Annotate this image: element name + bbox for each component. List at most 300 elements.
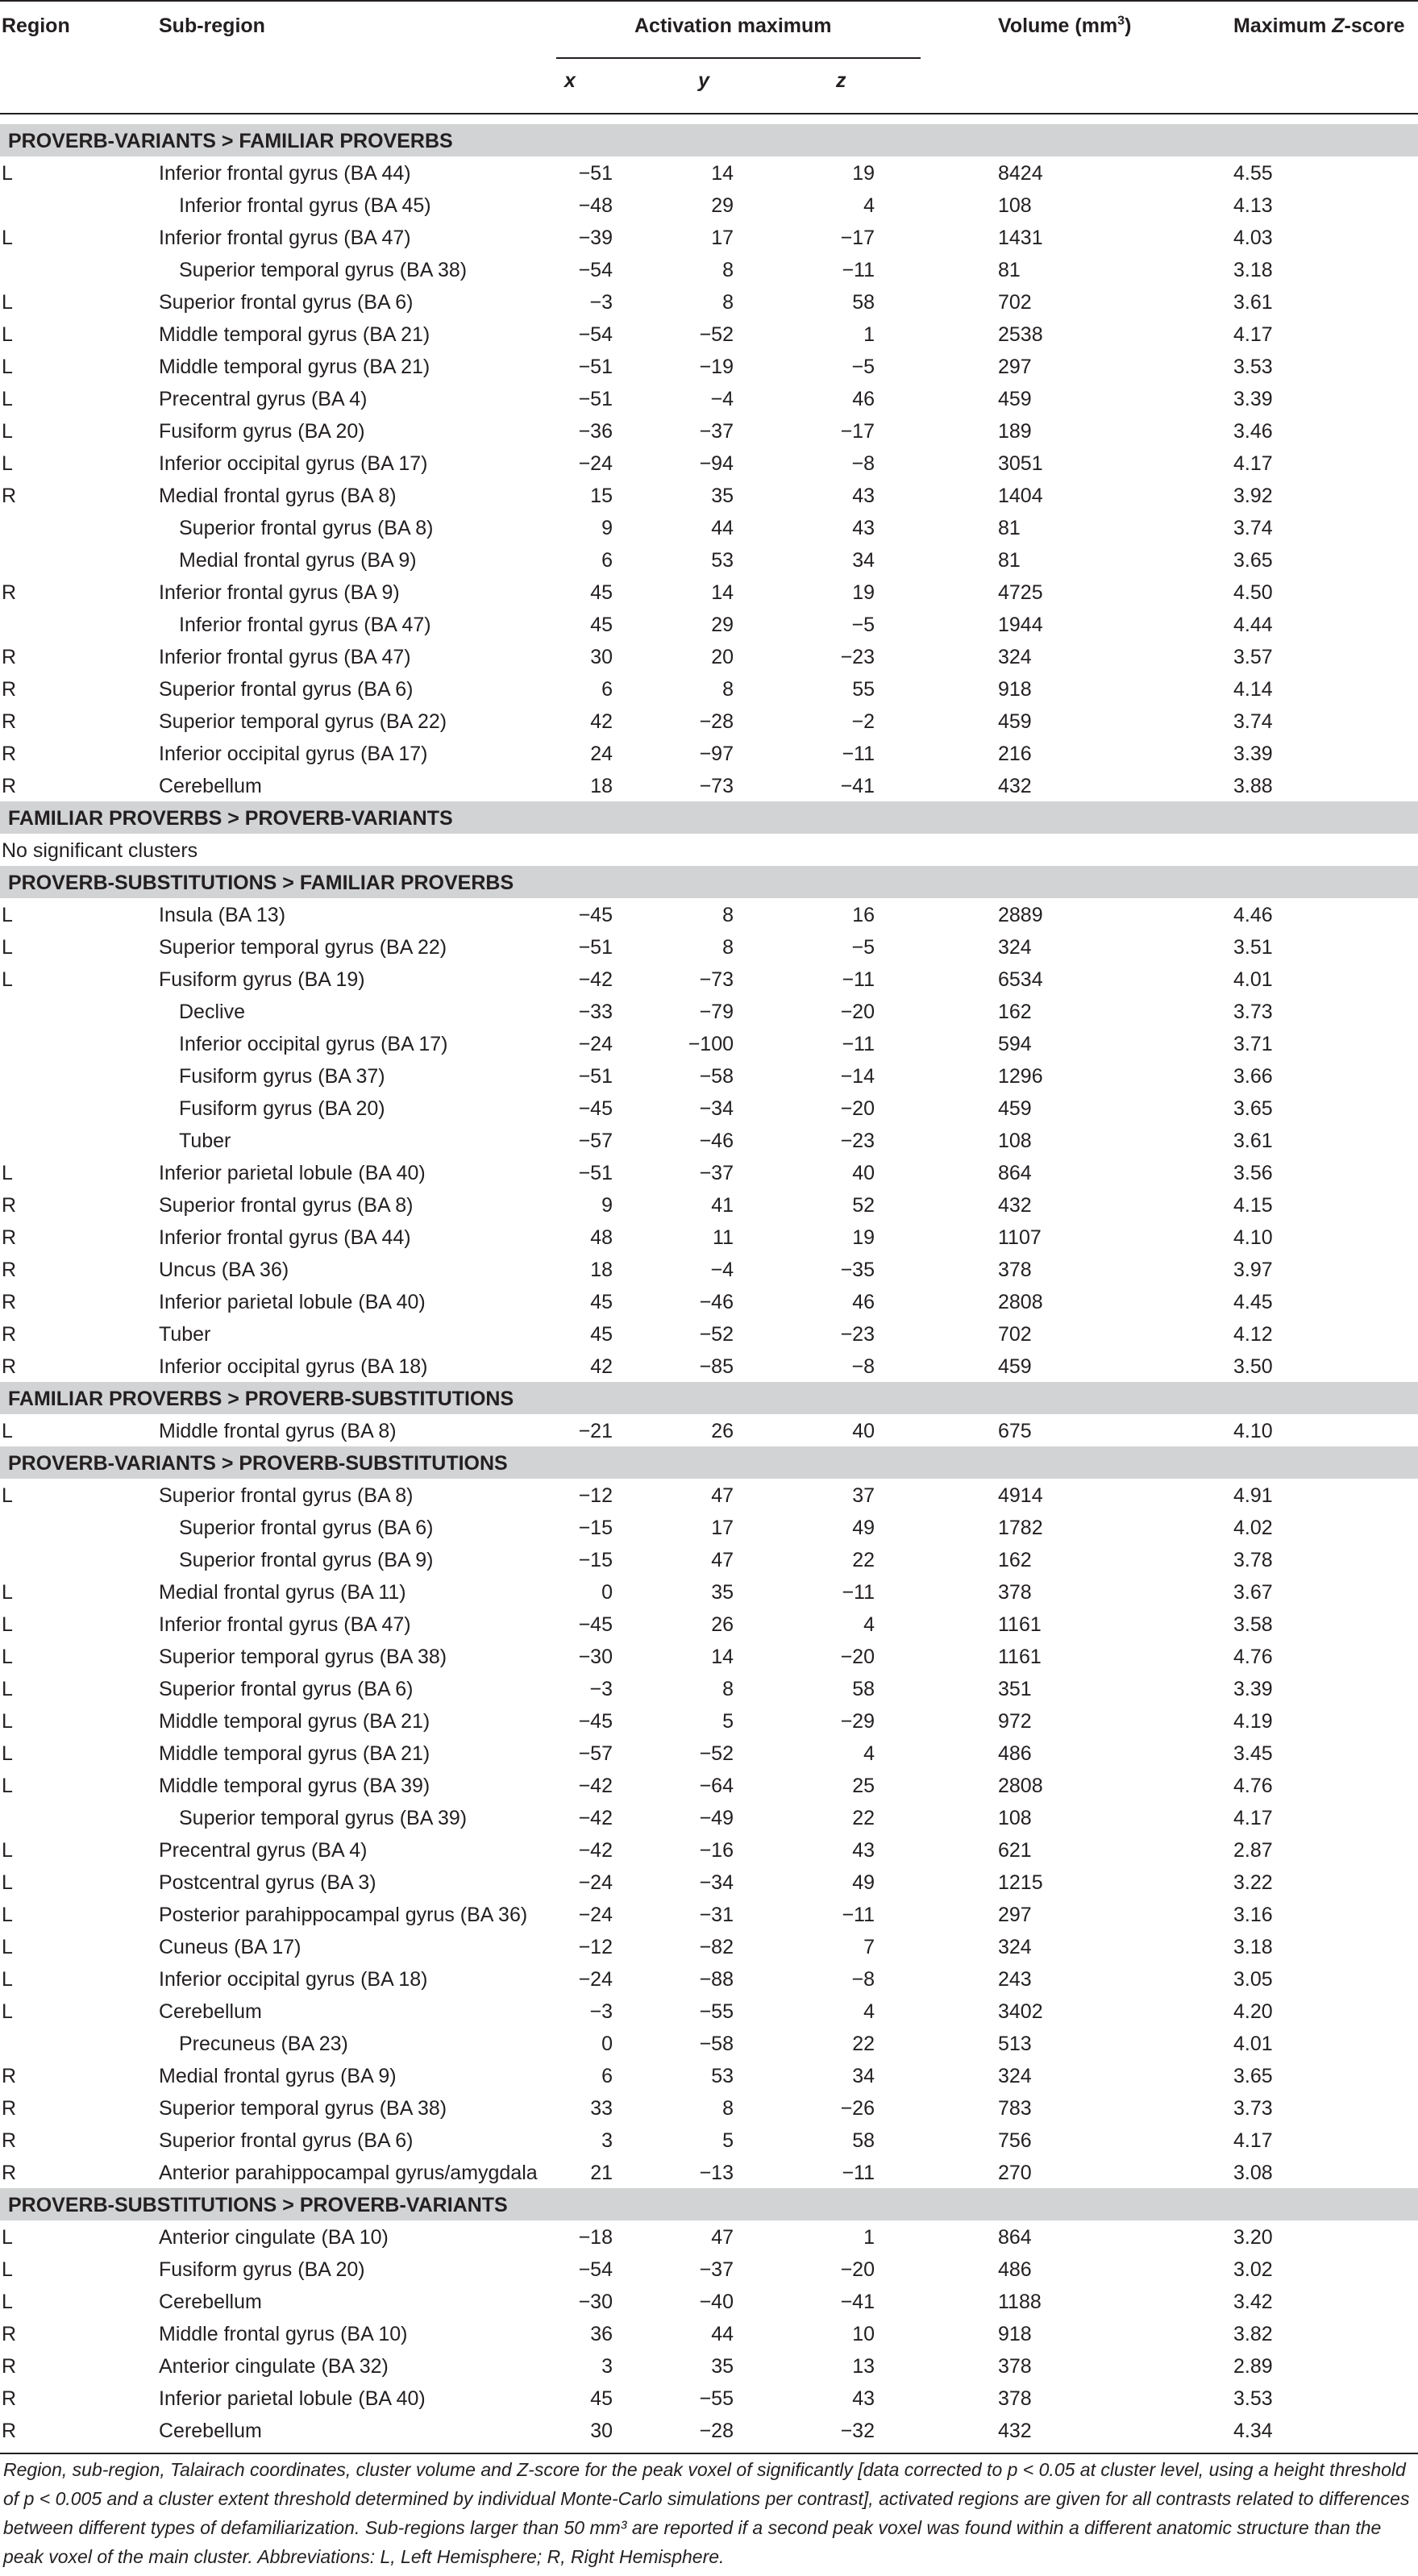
cell-region: L bbox=[2, 1871, 13, 1894]
cell-subregion: Superior temporal gyrus (BA 22) bbox=[159, 710, 447, 733]
cell-zscore: 3.18 bbox=[1233, 259, 1273, 281]
cell-subregion: Precentral gyrus (BA 4) bbox=[159, 1839, 368, 1862]
cell-volume: 1404 bbox=[998, 485, 1043, 507]
cell-y: 53 bbox=[711, 549, 734, 572]
cell-y: 35 bbox=[711, 2355, 734, 2378]
table-row bbox=[0, 2317, 1418, 2349]
cell-y: −4 bbox=[710, 388, 734, 410]
cell-zscore: 3.53 bbox=[1233, 2387, 1273, 2410]
cell-volume: 621 bbox=[998, 1839, 1032, 1862]
cell-volume: 297 bbox=[998, 1904, 1032, 1926]
cell-region: L bbox=[2, 1710, 13, 1733]
cell-zscore: 3.73 bbox=[1233, 1001, 1273, 1023]
cell-y: 8 bbox=[722, 259, 734, 281]
cell-volume: 270 bbox=[998, 2162, 1032, 2184]
cell-zscore: 3.65 bbox=[1233, 2065, 1273, 2087]
cell-subregion: Superior frontal gyrus (BA 8) bbox=[179, 517, 434, 539]
cell-volume: 675 bbox=[998, 1420, 1032, 1442]
cell-y: −94 bbox=[699, 452, 734, 475]
cell-z: −29 bbox=[840, 1710, 875, 1733]
cell-subregion: Fusiform gyrus (BA 20) bbox=[159, 2258, 365, 2281]
cell-region: L bbox=[2, 1904, 13, 1926]
table-row bbox=[0, 382, 1418, 414]
cell-volume: 189 bbox=[998, 420, 1032, 443]
cell-x: −24 bbox=[578, 1904, 613, 1926]
cell-region: L bbox=[2, 1839, 13, 1862]
cell-volume: 432 bbox=[998, 1194, 1032, 1217]
cell-region: R bbox=[2, 1355, 17, 1378]
cell-region: L bbox=[2, 1420, 13, 1442]
cell-zscore: 4.76 bbox=[1233, 1646, 1273, 1668]
cell-zscore: 3.18 bbox=[1233, 1936, 1273, 1958]
cell-region: L bbox=[2, 2291, 13, 2313]
cell-region: L bbox=[2, 291, 13, 314]
cell-region: L bbox=[2, 1775, 13, 1797]
cell-subregion: Inferior parietal lobule (BA 40) bbox=[159, 1162, 426, 1184]
cell-z: 22 bbox=[852, 1549, 875, 1571]
cell-zscore: 3.74 bbox=[1233, 710, 1273, 733]
cell-y: −28 bbox=[699, 2420, 734, 2442]
cell-y: −28 bbox=[699, 710, 734, 733]
cell-y: 14 bbox=[711, 162, 734, 185]
cell-region: R bbox=[2, 2323, 17, 2345]
table-row bbox=[0, 1221, 1418, 1253]
table-row bbox=[0, 737, 1418, 769]
table-row bbox=[0, 705, 1418, 737]
cell-y: −100 bbox=[688, 1033, 734, 1055]
cell-x: 45 bbox=[590, 581, 613, 604]
cell-subregion: Posterior parahippocampal gyrus (BA 36) bbox=[159, 1904, 528, 1926]
cell-x: −30 bbox=[578, 2291, 613, 2313]
cell-x: 30 bbox=[590, 2420, 613, 2442]
table-row bbox=[0, 640, 1418, 672]
cell-x: 6 bbox=[601, 2065, 613, 2087]
cell-volume: 2538 bbox=[998, 323, 1043, 346]
cell-z: 40 bbox=[852, 1420, 875, 1442]
table-body bbox=[0, 124, 1418, 2446]
cell-region: L bbox=[2, 323, 13, 346]
table-row bbox=[0, 1898, 1418, 1930]
cell-z: 43 bbox=[852, 1839, 875, 1862]
cell-volume: 2889 bbox=[998, 904, 1043, 926]
header-activation-maximum: Activation maximum bbox=[634, 15, 832, 37]
cell-volume: 108 bbox=[998, 194, 1032, 217]
cell-region: L bbox=[2, 904, 13, 926]
cell-zscore: 3.82 bbox=[1233, 2323, 1273, 2345]
cell-zscore: 3.67 bbox=[1233, 1581, 1273, 1604]
cell-y: 35 bbox=[711, 1581, 734, 1604]
cell-zscore: 3.65 bbox=[1233, 549, 1273, 572]
table-row bbox=[0, 1704, 1418, 1737]
cell-y: 8 bbox=[722, 904, 734, 926]
table-row bbox=[0, 576, 1418, 608]
cell-zscore: 4.20 bbox=[1233, 2000, 1273, 2023]
table-row bbox=[0, 608, 1418, 640]
header-zscore-z: Z bbox=[1332, 15, 1345, 37]
cell-region: L bbox=[2, 1936, 13, 1958]
cell-x: −42 bbox=[578, 1807, 613, 1829]
cell-zscore: 2.87 bbox=[1233, 1839, 1273, 1862]
table-row bbox=[0, 1253, 1418, 1285]
cell-zscore: 3.61 bbox=[1233, 291, 1273, 314]
cell-region: L bbox=[2, 1646, 13, 1668]
cell-volume: 594 bbox=[998, 1033, 1032, 1055]
cell-y: 20 bbox=[711, 646, 734, 668]
cell-zscore: 3.57 bbox=[1233, 646, 1273, 668]
table-row bbox=[0, 1059, 1418, 1092]
cell-zscore: 4.13 bbox=[1233, 194, 1273, 217]
cell-zscore: 3.08 bbox=[1233, 2162, 1273, 2184]
cell-x: −45 bbox=[578, 1097, 613, 1120]
cell-z: −11 bbox=[842, 743, 875, 765]
cell-zscore: 3.42 bbox=[1233, 2291, 1273, 2313]
cell-z: 58 bbox=[852, 2129, 875, 2152]
cell-volume: 324 bbox=[998, 2065, 1032, 2087]
cell-y: −49 bbox=[699, 1807, 734, 1829]
cell-y: 14 bbox=[711, 1646, 734, 1668]
cell-region: L bbox=[2, 227, 13, 249]
cell-x: 30 bbox=[590, 646, 613, 668]
cell-x: −51 bbox=[578, 936, 613, 959]
cell-y: −85 bbox=[699, 1355, 734, 1378]
header-zscore bbox=[1233, 15, 1405, 38]
cell-zscore: 4.34 bbox=[1233, 2420, 1273, 2442]
cell-y: −55 bbox=[699, 2000, 734, 2023]
cell-volume: 81 bbox=[998, 259, 1021, 281]
cell-x: −57 bbox=[578, 1742, 613, 1765]
cell-y: −55 bbox=[699, 2387, 734, 2410]
table-row bbox=[0, 963, 1418, 995]
cell-z: −8 bbox=[851, 1968, 875, 1991]
cell-z: 22 bbox=[852, 2033, 875, 2055]
cell-zscore: 2.89 bbox=[1233, 2355, 1273, 2378]
table-row bbox=[0, 189, 1418, 221]
cell-z: −41 bbox=[840, 2291, 875, 2313]
cell-z: −20 bbox=[840, 1001, 875, 1023]
cell-volume: 459 bbox=[998, 388, 1032, 410]
table-row bbox=[0, 2253, 1418, 2285]
cell-region: L bbox=[2, 162, 13, 185]
cell-y: −37 bbox=[699, 420, 734, 443]
cell-subregion: Middle frontal gyrus (BA 8) bbox=[159, 1420, 397, 1442]
cell-z: 4 bbox=[863, 1742, 875, 1765]
cell-y: −73 bbox=[699, 775, 734, 797]
cell-z: −23 bbox=[840, 1323, 875, 1346]
cell-x: −24 bbox=[578, 1968, 613, 1991]
cell-subregion: Superior temporal gyrus (BA 38) bbox=[159, 1646, 447, 1668]
cell-region: R bbox=[2, 2129, 17, 2152]
table-row bbox=[0, 1737, 1418, 1769]
cell-zscore: 3.61 bbox=[1233, 1130, 1273, 1152]
cell-subregion: Declive bbox=[179, 1001, 245, 1023]
cell-zscore: 4.17 bbox=[1233, 2129, 1273, 2152]
cell-region: L bbox=[2, 420, 13, 443]
table-row bbox=[0, 995, 1418, 1027]
cell-x: −21 bbox=[578, 1420, 613, 1442]
cell-zscore: 3.78 bbox=[1233, 1549, 1273, 1571]
header-spacer bbox=[0, 114, 1418, 124]
cell-z: −23 bbox=[840, 646, 875, 668]
cell-z: −11 bbox=[842, 968, 875, 991]
cell-subregion: Inferior occipital gyrus (BA 18) bbox=[159, 1355, 428, 1378]
cell-volume: 108 bbox=[998, 1807, 1032, 1829]
cell-subregion: Superior frontal gyrus (BA 8) bbox=[159, 1484, 414, 1507]
cell-region: R bbox=[2, 1291, 17, 1313]
table-row bbox=[0, 253, 1418, 285]
cell-zscore: 4.15 bbox=[1233, 1194, 1273, 1217]
cell-z: 19 bbox=[852, 162, 875, 185]
cell-y: 5 bbox=[722, 2129, 734, 2152]
table-row bbox=[0, 1543, 1418, 1575]
table-row bbox=[0, 2091, 1418, 2124]
cell-volume: 351 bbox=[998, 1678, 1032, 1700]
cell-volume: 1215 bbox=[998, 1871, 1043, 1894]
cell-y: −73 bbox=[699, 968, 734, 991]
cell-x: 48 bbox=[590, 1226, 613, 1249]
cell-z: −14 bbox=[840, 1065, 875, 1088]
cell-volume: 1161 bbox=[998, 1613, 1042, 1636]
cell-region: R bbox=[2, 646, 17, 668]
cell-region: R bbox=[2, 2097, 17, 2120]
cell-zscore: 4.17 bbox=[1233, 1807, 1273, 1829]
cell-volume: 324 bbox=[998, 936, 1032, 959]
cell-region: L bbox=[2, 1484, 13, 1507]
cell-region: R bbox=[2, 775, 17, 797]
cell-subregion: Middle temporal gyrus (BA 21) bbox=[159, 1710, 430, 1733]
cell-region: R bbox=[2, 710, 17, 733]
cell-subregion: Anterior cingulate (BA 10) bbox=[159, 2226, 389, 2249]
table-row bbox=[0, 318, 1418, 350]
table-row bbox=[0, 1124, 1418, 1156]
cell-region: L bbox=[2, 1968, 13, 1991]
cell-subregion: Uncus (BA 36) bbox=[159, 1259, 289, 1281]
cell-z: 46 bbox=[852, 388, 875, 410]
cell-y: 44 bbox=[711, 2323, 734, 2345]
table-row bbox=[0, 1801, 1418, 1833]
table-row bbox=[0, 1833, 1418, 1866]
cell-zscore: 3.05 bbox=[1233, 1968, 1273, 1991]
cell-zscore: 3.65 bbox=[1233, 1097, 1273, 1120]
cell-z: −5 bbox=[851, 614, 875, 636]
cell-volume: 81 bbox=[998, 549, 1021, 572]
cell-x: −48 bbox=[578, 194, 613, 217]
table-row bbox=[0, 1414, 1418, 1446]
cell-z: −11 bbox=[842, 1581, 875, 1604]
cell-subregion: Cerebellum bbox=[159, 2000, 262, 2023]
cell-region: L bbox=[2, 388, 13, 410]
cell-volume: 918 bbox=[998, 678, 1032, 701]
cell-subregion: Precentral gyrus (BA 4) bbox=[159, 388, 368, 410]
cell-subregion: Superior frontal gyrus (BA 8) bbox=[159, 1194, 414, 1217]
cell-zscore: 4.14 bbox=[1233, 678, 1273, 701]
cell-subregion: Fusiform gyrus (BA 20) bbox=[179, 1097, 385, 1120]
cell-subregion: Inferior frontal gyrus (BA 47) bbox=[159, 646, 411, 668]
header-region: Region bbox=[2, 15, 70, 37]
cell-z: 4 bbox=[863, 1613, 875, 1636]
cell-x: 45 bbox=[590, 1323, 613, 1346]
cell-x: −54 bbox=[578, 259, 613, 281]
cell-x: −3 bbox=[589, 2000, 613, 2023]
cell-subregion: Inferior occipital gyrus (BA 17) bbox=[159, 743, 428, 765]
cell-zscore: 3.92 bbox=[1233, 485, 1273, 507]
cell-x: −57 bbox=[578, 1130, 613, 1152]
cell-zscore: 4.17 bbox=[1233, 323, 1273, 346]
cell-zscore: 3.45 bbox=[1233, 1742, 1273, 1765]
cell-x: −45 bbox=[578, 1710, 613, 1733]
cell-subregion: Superior frontal gyrus (BA 6) bbox=[159, 678, 414, 701]
cell-subregion: Inferior frontal gyrus (BA 47) bbox=[159, 1613, 411, 1636]
table-row bbox=[0, 2059, 1418, 2091]
cell-x: −45 bbox=[578, 1613, 613, 1636]
section-title: FAMILIAR PROVERBS > PROVERB-SUBSTITUTIONS bbox=[8, 1388, 514, 1410]
section-title: PROVERB-VARIANTS > FAMILIAR PROVERBS bbox=[8, 130, 453, 152]
table-row bbox=[0, 1285, 1418, 1317]
cell-region: R bbox=[2, 581, 17, 604]
cell-subregion: Superior frontal gyrus (BA 6) bbox=[159, 1678, 414, 1700]
cell-x: −18 bbox=[578, 2226, 613, 2249]
cell-region: R bbox=[2, 678, 17, 701]
cell-y: −46 bbox=[699, 1130, 734, 1152]
cell-z: −20 bbox=[840, 1646, 875, 1668]
section-header bbox=[0, 801, 1418, 834]
table-row bbox=[0, 1640, 1418, 1672]
cell-volume: 243 bbox=[998, 1968, 1032, 1991]
cell-volume: 864 bbox=[998, 1162, 1032, 1184]
table-row bbox=[0, 1156, 1418, 1188]
cell-x: 21 bbox=[590, 2162, 613, 2184]
cell-x: 33 bbox=[590, 2097, 613, 2120]
table-row bbox=[0, 769, 1418, 801]
cell-region: R bbox=[2, 2162, 17, 2184]
cell-z: 49 bbox=[852, 1517, 875, 1539]
cell-y: −31 bbox=[699, 1904, 734, 1926]
header-z: z bbox=[836, 69, 846, 92]
table-row bbox=[0, 672, 1418, 705]
cell-volume: 378 bbox=[998, 1581, 1032, 1604]
cell-volume: 459 bbox=[998, 1355, 1032, 1378]
cell-zscore: 4.19 bbox=[1233, 1710, 1273, 1733]
table-row bbox=[0, 2027, 1418, 2059]
table-row bbox=[0, 414, 1418, 447]
cell-region: L bbox=[2, 1162, 13, 1184]
table-bottom-rule bbox=[0, 2453, 1418, 2454]
table-row bbox=[0, 447, 1418, 479]
cell-y: 8 bbox=[722, 291, 734, 314]
cell-zscore: 4.02 bbox=[1233, 1517, 1273, 1539]
cell-subregion: Middle temporal gyrus (BA 21) bbox=[159, 356, 430, 378]
cell-volume: 918 bbox=[998, 2323, 1032, 2345]
cell-zscore: 3.51 bbox=[1233, 936, 1273, 959]
cell-x: −24 bbox=[578, 1033, 613, 1055]
cell-y: −58 bbox=[699, 2033, 734, 2055]
cell-x: −51 bbox=[578, 1065, 613, 1088]
cell-x: −54 bbox=[578, 323, 613, 346]
cell-z: 43 bbox=[852, 485, 875, 507]
cell-x: −12 bbox=[578, 1484, 613, 1507]
cell-volume: 702 bbox=[998, 1323, 1032, 1346]
cell-volume: 1188 bbox=[998, 2291, 1042, 2313]
cell-volume: 1296 bbox=[998, 1065, 1043, 1088]
cell-zscore: 3.74 bbox=[1233, 517, 1273, 539]
cell-zscore: 3.71 bbox=[1233, 1033, 1273, 1055]
header-subregion: Sub-region bbox=[159, 15, 265, 37]
cell-region: L bbox=[2, 2258, 13, 2281]
cell-x: −39 bbox=[578, 227, 613, 249]
cell-subregion: Inferior frontal gyrus (BA 45) bbox=[179, 194, 431, 217]
cell-zscore: 3.53 bbox=[1233, 356, 1273, 378]
cell-y: −34 bbox=[699, 1871, 734, 1894]
cell-subregion: Inferior frontal gyrus (BA 47) bbox=[159, 227, 411, 249]
cell-subregion: Cuneus (BA 17) bbox=[159, 1936, 301, 1958]
cell-zscore: 4.01 bbox=[1233, 968, 1273, 991]
cell-y: 14 bbox=[711, 581, 734, 604]
cell-zscore: 3.16 bbox=[1233, 1904, 1273, 1926]
cell-y: −16 bbox=[699, 1839, 734, 1862]
cell-zscore: 3.39 bbox=[1233, 743, 1273, 765]
cell-zscore: 3.39 bbox=[1233, 388, 1273, 410]
cell-region: L bbox=[2, 1581, 13, 1604]
cell-region: R bbox=[2, 2420, 17, 2442]
cell-x: −51 bbox=[578, 356, 613, 378]
cell-x: −33 bbox=[578, 1001, 613, 1023]
table-row bbox=[0, 1350, 1418, 1382]
cell-volume: 378 bbox=[998, 1259, 1032, 1281]
cell-subregion: Fusiform gyrus (BA 19) bbox=[159, 968, 365, 991]
cell-z: 34 bbox=[852, 549, 875, 572]
table-row bbox=[0, 221, 1418, 253]
cell-subregion: Middle temporal gyrus (BA 21) bbox=[159, 323, 430, 346]
cell-subregion: Inferior occipital gyrus (BA 17) bbox=[179, 1033, 448, 1055]
cell-volume: 4725 bbox=[998, 581, 1043, 604]
cell-y: 47 bbox=[711, 2226, 734, 2249]
header-zscore-prefix: Maximum bbox=[1233, 15, 1333, 37]
table-row bbox=[0, 898, 1418, 930]
section-title: PROVERB-VARIANTS > PROVERB-SUBSTITUTIONS bbox=[8, 1452, 508, 1475]
cell-region: R bbox=[2, 743, 17, 765]
cell-z: −8 bbox=[851, 452, 875, 475]
cell-region: L bbox=[2, 1613, 13, 1636]
cell-y: −52 bbox=[699, 323, 734, 346]
section-header bbox=[0, 866, 1418, 898]
cell-y: −13 bbox=[699, 2162, 734, 2184]
cell-volume: 1782 bbox=[998, 1517, 1043, 1539]
cell-x: −54 bbox=[578, 2258, 613, 2281]
cell-z: 4 bbox=[863, 2000, 875, 2023]
cell-subregion: Superior frontal gyrus (BA 9) bbox=[179, 1549, 434, 1571]
table-row bbox=[0, 2124, 1418, 2156]
cell-region: R bbox=[2, 2387, 17, 2410]
cell-y: −58 bbox=[699, 1065, 734, 1088]
cell-z: 58 bbox=[852, 1678, 875, 1700]
cell-y: −34 bbox=[699, 1097, 734, 1120]
cell-subregion: Cerebellum bbox=[159, 775, 262, 797]
section-header bbox=[0, 1446, 1418, 1479]
cell-x: 24 bbox=[590, 743, 613, 765]
cell-volume: 2808 bbox=[998, 1291, 1043, 1313]
cell-region: L bbox=[2, 452, 13, 475]
cell-volume: 864 bbox=[998, 2226, 1032, 2249]
cell-zscore: 4.91 bbox=[1233, 1484, 1273, 1507]
section-header bbox=[0, 1382, 1418, 1414]
table-row bbox=[0, 2285, 1418, 2317]
cell-x: 3 bbox=[601, 2355, 613, 2378]
cell-zscore: 4.03 bbox=[1233, 227, 1273, 249]
cell-zscore: 3.58 bbox=[1233, 1613, 1273, 1636]
table-row bbox=[0, 1027, 1418, 1059]
cell-z: 19 bbox=[852, 1226, 875, 1249]
cell-z: −5 bbox=[851, 936, 875, 959]
cell-y: −37 bbox=[699, 2258, 734, 2281]
